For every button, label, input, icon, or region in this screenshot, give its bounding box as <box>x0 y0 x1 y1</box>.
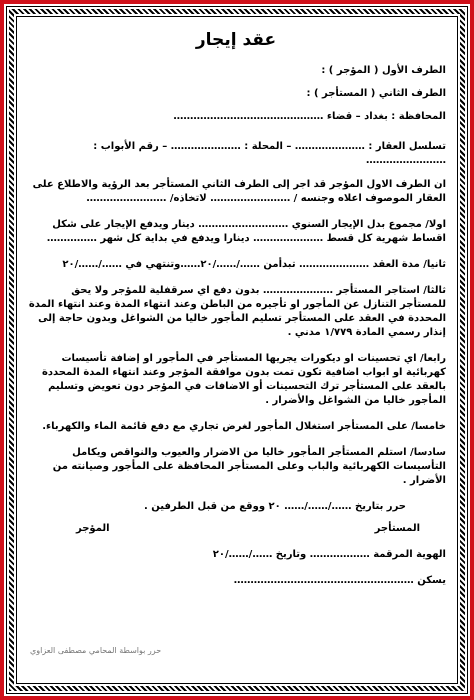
lessor-signature-label: المؤجر <box>76 523 110 534</box>
lessee-line: الطرف الثاني ( المستأجر ) : <box>306 88 446 99</box>
residence-line: يسكن ……………………………………………… <box>233 575 446 586</box>
id-number-line: الهوية المرقمة ……………… وتاريخ ……/……/٢٠ <box>212 549 446 560</box>
clause-second-duration: ثانيا/ مدة العقد ………………… تبدأمن ……/……/٢٠……وتنتهي في ……/……/٢٠ <box>62 259 446 270</box>
clause-fifth: خامسا/ على المستأجر استغلال المأجور لغرض تجاري مع دفع قائمة الماء والكهرباء. <box>42 421 446 432</box>
clause-sixth: سادسا/ استلم المستأجر المأجور خاليا من الاضرار والعيوب والنواقص ويكامل التأسيسات الكهربائية والباب وعلى المستأجر المحافظة على المأجور وصيانته من الأضرار . <box>52 447 446 486</box>
governorate-line: المحافظة : بغداد – قضاء ……………………………………… <box>173 111 446 122</box>
contract-body <box>26 30 446 514</box>
contract-title: عقد إيجار <box>195 30 277 50</box>
lessee-signature-label: المستأجر <box>374 523 420 534</box>
clause-first-rent: اولا/ مجموع بدل الإيجار السنوي ……………………… دينار ويدفع الإيجار على شكل اقساط شهرية كل قسط ………………… دينارا ويدفع في بداية كل شهر …………… <box>46 219 446 244</box>
clause-fourth: رابعا/ اي تحسينات او ديكورات يجريها المستأجر في المأجور او إضافة تأسيسات كهربائية او ابواب اضافية تكون تمت بدون موافقة المؤجر وعند انتهاء المدة المحددة بالعقد على المستأجر ترك التحسينات أو الاضافات في المؤجر دون تعويض وتسليم المأجور خاليا من الشواغل والأضرار . <box>41 353 446 406</box>
lease-statement: ان الطرف الاول المؤجر قد اجر إلى الطرف الثاني المستأجر بعد الرؤية والاطلاع على العقار الموصوف اعلاه وجنسه / …………………… لاتخاذه/ …………………… <box>32 179 446 204</box>
lessor-line: الطرف الأول ( المؤجر ) : <box>321 65 446 76</box>
clause-third: ثالثا/ استاجر المستأجر ………………… بدون دفع اي سرقفلية للمؤجر ولا يحق للمستأجر التنازل عن المأجور او تأجيره من الباطن وعند انتهاء المدة وعند انتهاء المدة المحددة في العقد على المستأجر تسليم المأجور خاليا من الشواغل وبدون حاجة إلى إنذار رسمي المادة ١/٧٧٩ مدني . <box>28 285 446 338</box>
footer-attribution: حرر بواسطة المحامي مصطفى العزاوي <box>30 646 162 655</box>
signing-date-line: حرر بتاريخ ……/……/…… ٢٠ ووقع من قبل الطرفين . <box>143 501 406 512</box>
property-sequence-line: تسلسل العقار : ………………… – المحلة : ………………… – رقم الأبواب : …………………… <box>93 141 446 166</box>
